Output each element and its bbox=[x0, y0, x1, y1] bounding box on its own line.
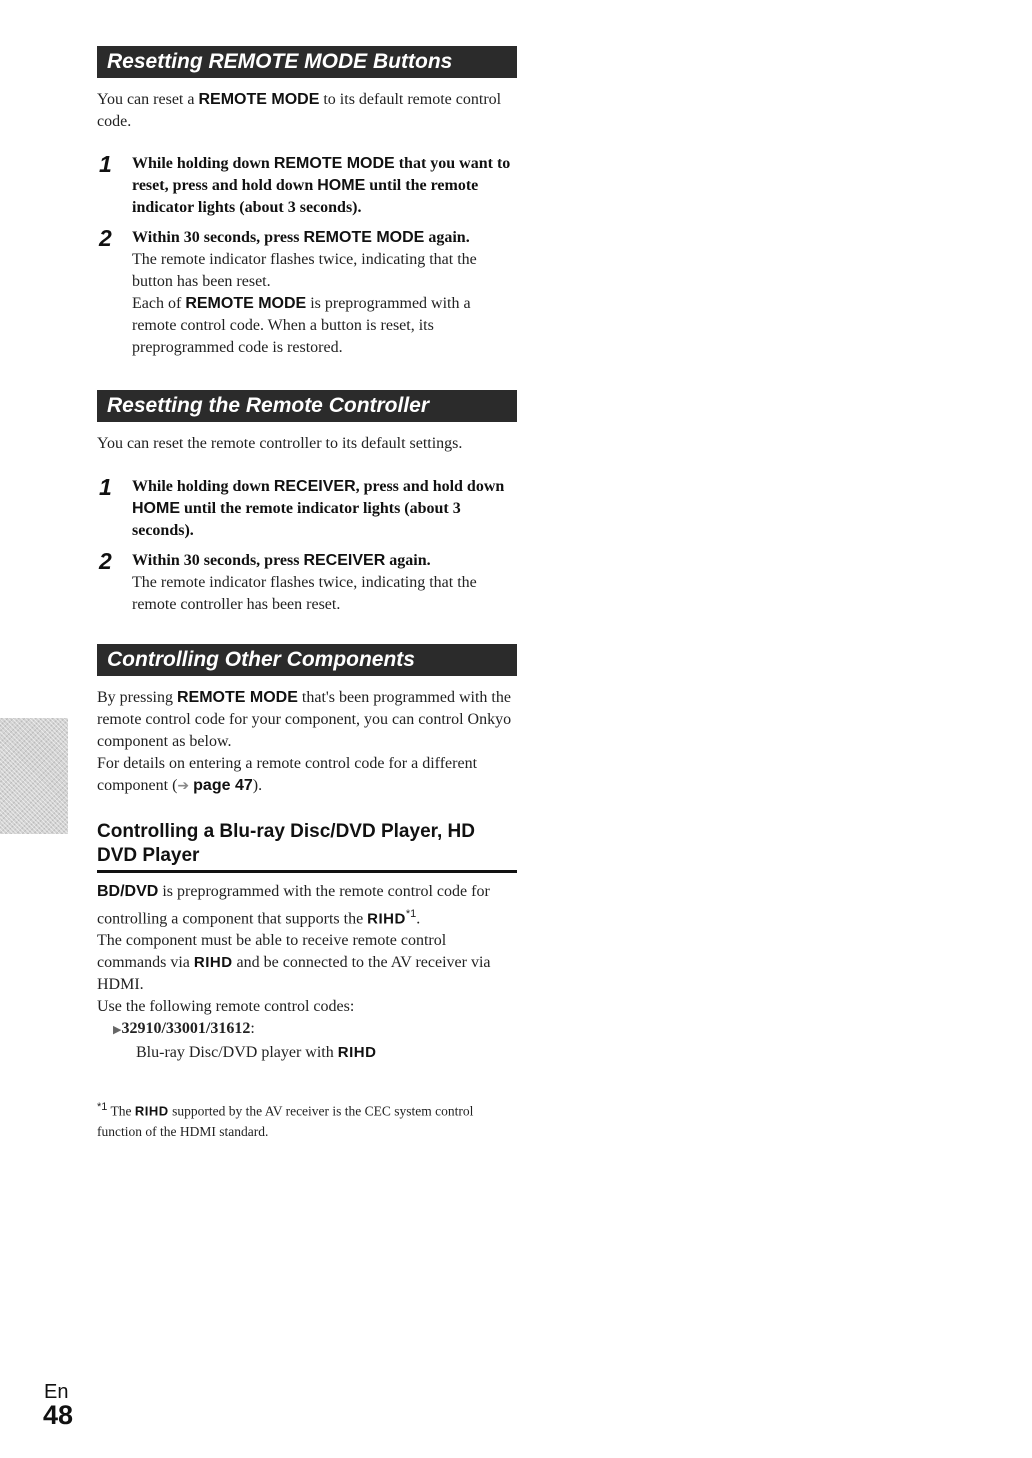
section-tab-marker bbox=[0, 718, 68, 834]
arrow-right-icon: ➔ bbox=[177, 778, 190, 794]
page-language: En bbox=[44, 1381, 69, 1403]
section1-step-2: 2 Within 30 seconds, press REMOTE MODE again. The remote indicator flashes twice, indicating that the button has been reset. Each of REMOTE MODE is preprogrammed with a remote control code. When a button is reset, its preprogrammed code is restored. bbox=[97, 227, 517, 359]
subheading-bluray-dvd: Controlling a Blu-ray Disc/DVD Player, HD DVD Player bbox=[97, 820, 517, 873]
bluray-body: BD/DVD is preprogrammed with the remote control code for controlling a component that supports the RIHD$^{*1}$. The component must be able to receive remote control commands via RIHD and be connected to the AV receiver via HDMI. Use the following remote control codes: ▶32910/33001/31612: Blu-ray Disc/DVD player with RIHD bbox=[97, 881, 517, 1065]
section-heading-controlling-other-components: Controlling Other Components bbox=[97, 644, 517, 676]
section-heading-resetting-remote-controller: Resetting the Remote Controller bbox=[97, 390, 517, 422]
rihd-logo: RIHD bbox=[337, 1044, 377, 1062]
section1-step-1: 1 While holding down REMOTE MODE that you want to reset, press and hold down HOME until the remote indicator lights (about 3 seconds). bbox=[99, 151, 511, 216]
bullet-arrow-icon: ▶ bbox=[113, 1023, 122, 1037]
section3-body: By pressing REMOTE MODE that's been programmed with the remote control code for your component, you can control Onkyo component as below. For details on entering a remote control code for a different component (➔ page 47). bbox=[97, 689, 512, 794]
section2-step-2: 2 Within 30 seconds, press RECEIVER again. The remote indicator flashes twice, indicating that the remote controller has been reset. bbox=[97, 550, 517, 616]
rihd-logo: RIHD bbox=[193, 954, 233, 972]
footnote: $^{*1}$ The RIHD supported by the AV receiver is the CEC system control function of the HDMI standard. bbox=[97, 1101, 474, 1139]
step-description: The remote indicator flashes twice, indicating that the button has been reset. bbox=[132, 251, 477, 290]
section-heading-resetting-remote-mode: Resetting REMOTE MODE Buttons bbox=[97, 46, 517, 78]
remote-mode-keyword: REMOTE MODE bbox=[198, 91, 320, 108]
step-number: 2 bbox=[99, 548, 112, 574]
section1-intro: You can reset a REMOTE MODE to its default remote control code. bbox=[97, 91, 502, 130]
step-number: 2 bbox=[99, 225, 112, 251]
page-reference-link[interactable]: page 47 bbox=[193, 777, 253, 794]
section2-intro: You can reset the remote controller to its default settings. bbox=[97, 435, 463, 452]
remote-codes: ▶32910/33001/31612: bbox=[113, 1020, 255, 1038]
rihd-logo: RIHD bbox=[367, 910, 406, 928]
step-description: The remote indicator flashes twice, indicating that the remote controller has been reset. bbox=[132, 574, 477, 613]
step-note: Each of REMOTE MODE is preprogrammed with a remote control code. When a button is reset, its preprogrammed code is restored. bbox=[132, 295, 471, 356]
page-number: 48 bbox=[43, 1400, 74, 1430]
section2-step-1: 1 While holding down RECEIVER, press and hold down HOME until the remote indicator lights (about 3 seconds). bbox=[99, 474, 505, 539]
step-number: 1 bbox=[99, 474, 112, 500]
step-number: 1 bbox=[99, 151, 112, 177]
